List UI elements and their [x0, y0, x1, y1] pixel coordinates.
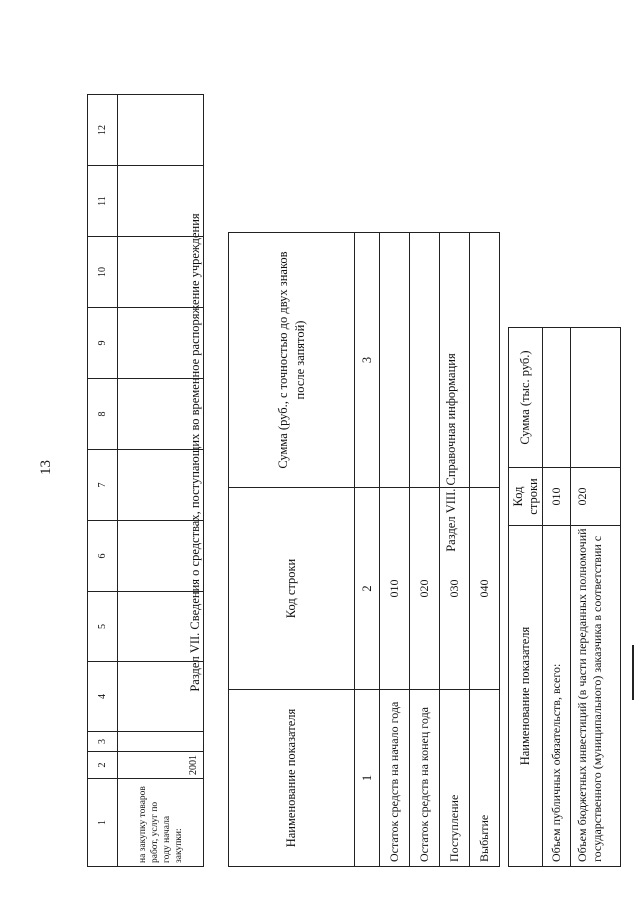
row-code: 030: [440, 488, 470, 690]
section8-table: [508, 327, 621, 867]
table-row: [543, 328, 571, 867]
row-code: 2001: [118, 752, 204, 779]
col-number-4: 4: [88, 662, 118, 732]
row-code: 010: [380, 488, 410, 690]
table-row: [571, 328, 621, 867]
col-number-7: 7: [88, 450, 118, 521]
table-row: [410, 233, 440, 867]
col-number: 3: [355, 233, 380, 488]
col-number-10: 10: [88, 237, 118, 308]
row-label: на закупку товаров работ, услуг по году начала закупки:: [118, 779, 204, 867]
col-header-code: Код строки: [509, 468, 543, 526]
col-header-code: Код строки: [229, 488, 355, 690]
row-code: 020: [410, 488, 440, 690]
col-number-5: 5: [88, 592, 118, 662]
row-sum: [571, 328, 621, 468]
row-name: Выбытие: [470, 690, 500, 867]
row-code: 020: [571, 468, 621, 526]
row-sum: [380, 233, 410, 488]
purchase-table: [87, 94, 204, 867]
section8-title: Раздел VIII. Справочная информация: [444, 353, 458, 552]
col-header-name: Наименование показателя: [509, 526, 543, 867]
col-number-2: 2: [88, 752, 118, 779]
col-number-1: 1: [88, 779, 118, 867]
col-header-sum: Сумма (тыс. руб.): [509, 328, 543, 468]
col-number-11: 11: [88, 166, 118, 237]
row-sum: [470, 233, 500, 488]
row-code: 040: [470, 488, 500, 690]
table-row: [380, 233, 410, 867]
col-header-name: Наименование показателя: [229, 690, 355, 867]
row-sum: [543, 328, 571, 468]
section7-title: Раздел VII. Сведения о средствах, поступающих во временное распоряжение учреждения: [188, 213, 202, 692]
section7-table: [228, 232, 500, 867]
section8-header-row: [509, 328, 543, 867]
col-number-6: 6: [88, 521, 118, 592]
row-sum: [410, 233, 440, 488]
table-row: [470, 233, 500, 867]
col-number-8: 8: [88, 379, 118, 450]
margin-mark: [632, 645, 634, 700]
row-name: Остаток средств на конец года: [410, 690, 440, 867]
col-number-3: 3: [88, 732, 118, 752]
col-header-sum: Сумма (руб., с точностью до двух знаков после запятой): [229, 233, 355, 488]
row-code: 010: [543, 468, 571, 526]
section7-header-row: [229, 233, 355, 867]
col-number: 1: [355, 690, 380, 867]
row-name: Поступление: [440, 690, 470, 867]
row-name: Объем бюджетных инвестиций (в части переданных полномочий государственного (муниципального) заказчика в соответствии с: [571, 526, 621, 867]
row-name: Остаток средств на начало года: [380, 690, 410, 867]
purchase-table-header-row: [88, 95, 118, 867]
section7-number-row: [355, 233, 380, 867]
col-number-12: 12: [88, 95, 118, 166]
col-number: 2: [355, 488, 380, 690]
col-number-9: 9: [88, 308, 118, 379]
row-name: Объем публичных обязательств, всего:: [543, 526, 571, 867]
page-number: 13: [38, 460, 54, 475]
